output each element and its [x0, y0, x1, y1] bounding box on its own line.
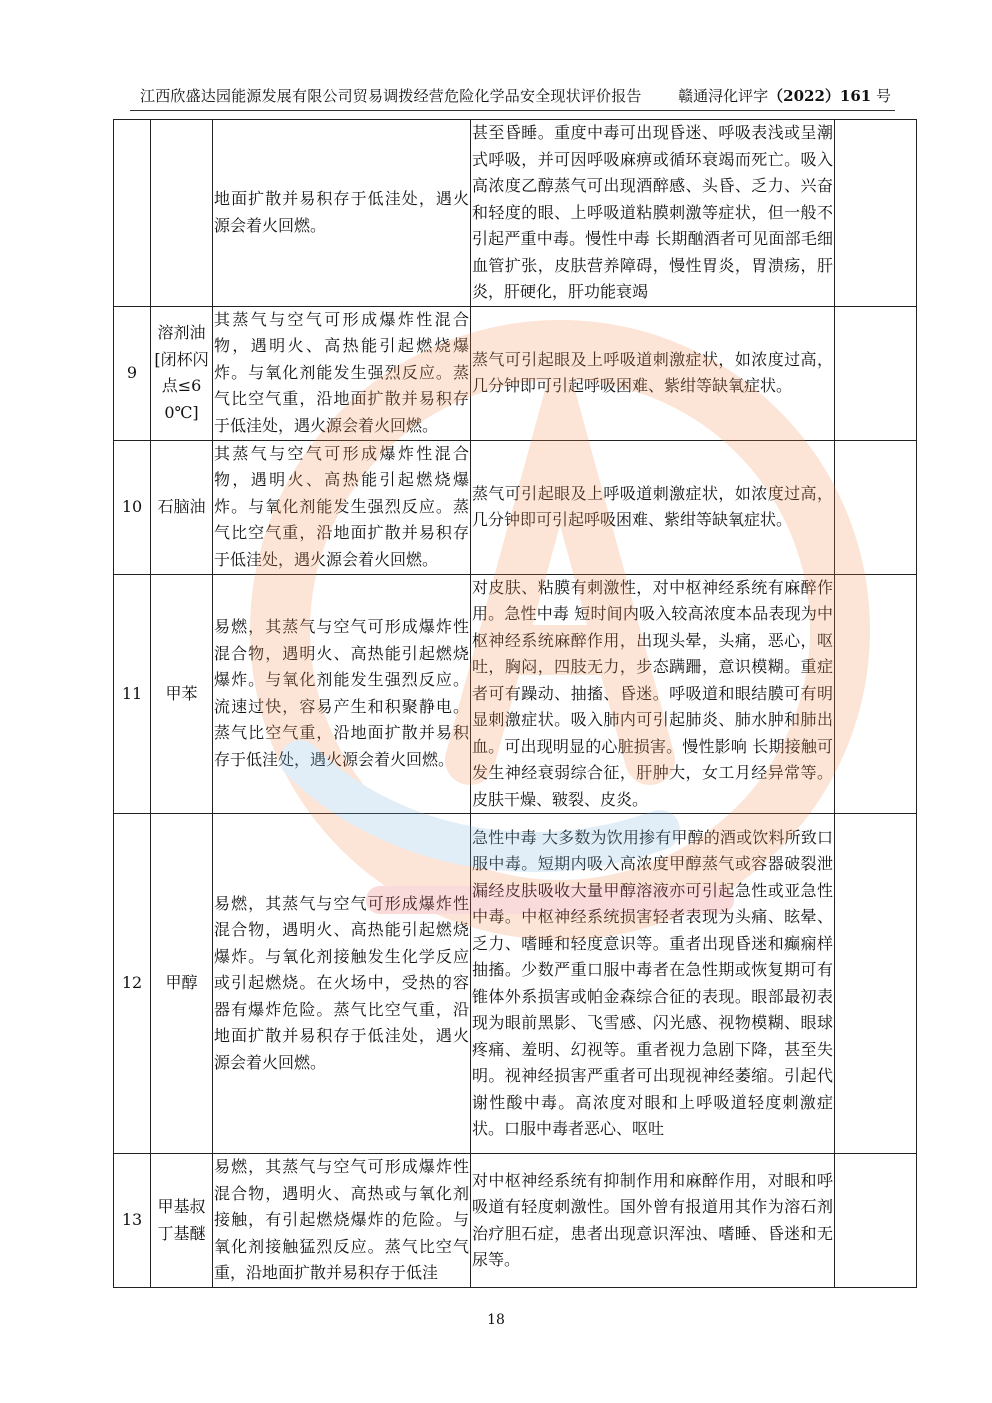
page-header: [130, 86, 895, 111]
chemical-hazard-table: [113, 119, 917, 1288]
remark-cell: [835, 1154, 917, 1288]
remark-cell: [835, 120, 917, 307]
row-number: 9: [114, 306, 151, 440]
health-hazard: 对中枢神经系统有抑制作用和麻醉作用，对眼和呼吸道有轻度刺激性。国外曾有报道用其作为溶石剂治疗胆石症，患者出现意识浑浊、嗜睡、昏迷和无尿等。: [471, 1154, 835, 1288]
remark-cell: [835, 814, 917, 1154]
chemical-name: 溶剂油[闭杯闪点≤60℃]: [151, 306, 213, 440]
chemical-name: [151, 120, 213, 307]
row-number: [114, 120, 151, 307]
table-row: [114, 814, 917, 1154]
remark-cell: [835, 306, 917, 440]
chemical-name: 甲基叔丁基醚: [151, 1154, 213, 1288]
health-hazard: 蒸气可引起眼及上呼吸道刺激症状，如浓度过高，几分钟即可引起呼吸困难、紫绀等缺氧症状。: [471, 440, 835, 574]
row-number: 10: [114, 440, 151, 574]
table-row: [114, 440, 917, 574]
report-number: [678, 85, 891, 106]
table-row: [114, 120, 917, 307]
row-number: 13: [114, 1154, 151, 1288]
hazard-description: 易燃，其蒸气与空气可形成爆炸性混合物，遇明火、高热能引起燃烧爆炸。与氧化剂能发生强烈反应。流速过快，容易产生和积聚静电。蒸气比空气重，沿地面扩散并易积存于低洼处，遇火源会着火回燃。: [213, 574, 471, 814]
hazard-description: 易燃，其蒸气与空气可形成爆炸性混合物，遇明火、高热能引起燃烧爆炸。与氧化剂接触发生化学反应或引起燃烧。在火场中，受热的容器有爆炸危险。蒸气比空气重，沿地面扩散并易积存于低洼处，遇火源会着火回燃。: [213, 814, 471, 1154]
remark-cell: [835, 574, 917, 814]
health-hazard: 蒸气可引起眼及上呼吸道刺激症状，如浓度过高，几分钟即可引起呼吸困难、紫绀等缺氧症状。: [471, 306, 835, 440]
report-number-prefix: 赣通浔化评字: [678, 87, 769, 105]
hazard-description: 其蒸气与空气可形成爆炸性混合物，遇明火、高热能引起燃烧爆炸。与氧化剂能发生强烈反应。蒸气比空气重，沿地面扩散并易积存于低洼处，遇火源会着火回燃。: [213, 440, 471, 574]
row-number: 12: [114, 814, 151, 1154]
report-number-suffix: 号: [871, 87, 891, 105]
table-row: [114, 1154, 917, 1288]
report-title: 江西欣盛达园能源发展有限公司贸易调拨经营危险化学品安全现状评价报告: [140, 87, 642, 105]
table-row: [114, 306, 917, 440]
hazard-description: 地面扩散并易积存于低洼处，遇火源会着火回燃。: [213, 120, 471, 307]
health-hazard: 甚至昏睡。重度中毒可出现昏迷、呼吸表浅或呈潮式呼吸，并可因呼吸麻痹或循环衰竭而死亡。吸入高浓度乙醇蒸气可出现酒醉感、头昏、乏力、兴奋和轻度的眼、上呼吸道粘膜刺激等症状，但一般不引起严重中毒。慢性中毒 长期酗酒者可见面部毛细血管扩张，皮肤营养障碍，慢性胃炎，胃溃疡，肝炎，肝硬化，肝功能衰竭: [471, 120, 835, 307]
health-hazard: 急性中毒 大多数为饮用掺有甲醇的酒或饮料所致口服中毒。短期内吸入高浓度甲醇蒸气或容器破裂泄漏经皮肤吸收大量甲醇溶液亦可引起急性或亚急性中毒。中枢神经系统损害轻者表现为头痛、眩晕、乏力、嗜睡和轻度意识等。重者出现昏迷和癫痫样抽搐。少数严重口服中毒者在急性期或恢复期可有锥体外系损害或帕金森综合征的表现。眼部最初表现为眼前黑影、飞雪感、闪光感、视物模糊、眼球疼痛、羞明、幻视等。重者视力急剧下降，甚至失明。视神经损害严重者可出现视神经萎缩。引起代谢性酸中毒。高浓度对眼和上呼吸道轻度刺激症状。口服中毒者恶心、呕吐: [471, 814, 835, 1154]
chemical-name: 石脑油: [151, 440, 213, 574]
report-number-year: （2022）161: [768, 87, 872, 105]
page-number: 18: [487, 1312, 505, 1328]
hazard-description: 其蒸气与空气可形成爆炸性混合物，遇明火、高热能引起燃烧爆炸。与氧化剂能发生强烈反应。蒸气比空气重，沿地面扩散并易积存于低洼处，遇火源会着火回燃。: [213, 306, 471, 440]
remark-cell: [835, 440, 917, 574]
chemical-name: 甲苯: [151, 574, 213, 814]
row-number: 11: [114, 574, 151, 814]
table-row: [114, 574, 917, 814]
health-hazard: 对皮肤、粘膜有刺激性，对中枢神经系统有麻醉作用。急性中毒 短时间内吸入较高浓度本品表现为中枢神经系统麻醉作用，出现头晕，头痛，恶心，呕吐，胸闷，四肢无力，步态蹒跚，意识模糊。重症者可有躁动、抽搐、昏迷。呼吸道和眼结膜可有明显刺激症状。吸入肺内可引起肺炎、肺水肿和肺出血。可出现明显的心脏损害。慢性影响 长期接触可发生神经衰弱综合征，肝肿大，女工月经异常等。皮肤干燥、皲裂、皮炎。: [471, 574, 835, 814]
chemical-name: 甲醇: [151, 814, 213, 1154]
hazard-description: 易燃，其蒸气与空气可形成爆炸性混合物，遇明火、高热或与氧化剂接触，有引起燃烧爆炸的危险。与氧化剂接触猛烈反应。蒸气比空气重，沿地面扩散并易积存于低洼: [213, 1154, 471, 1288]
